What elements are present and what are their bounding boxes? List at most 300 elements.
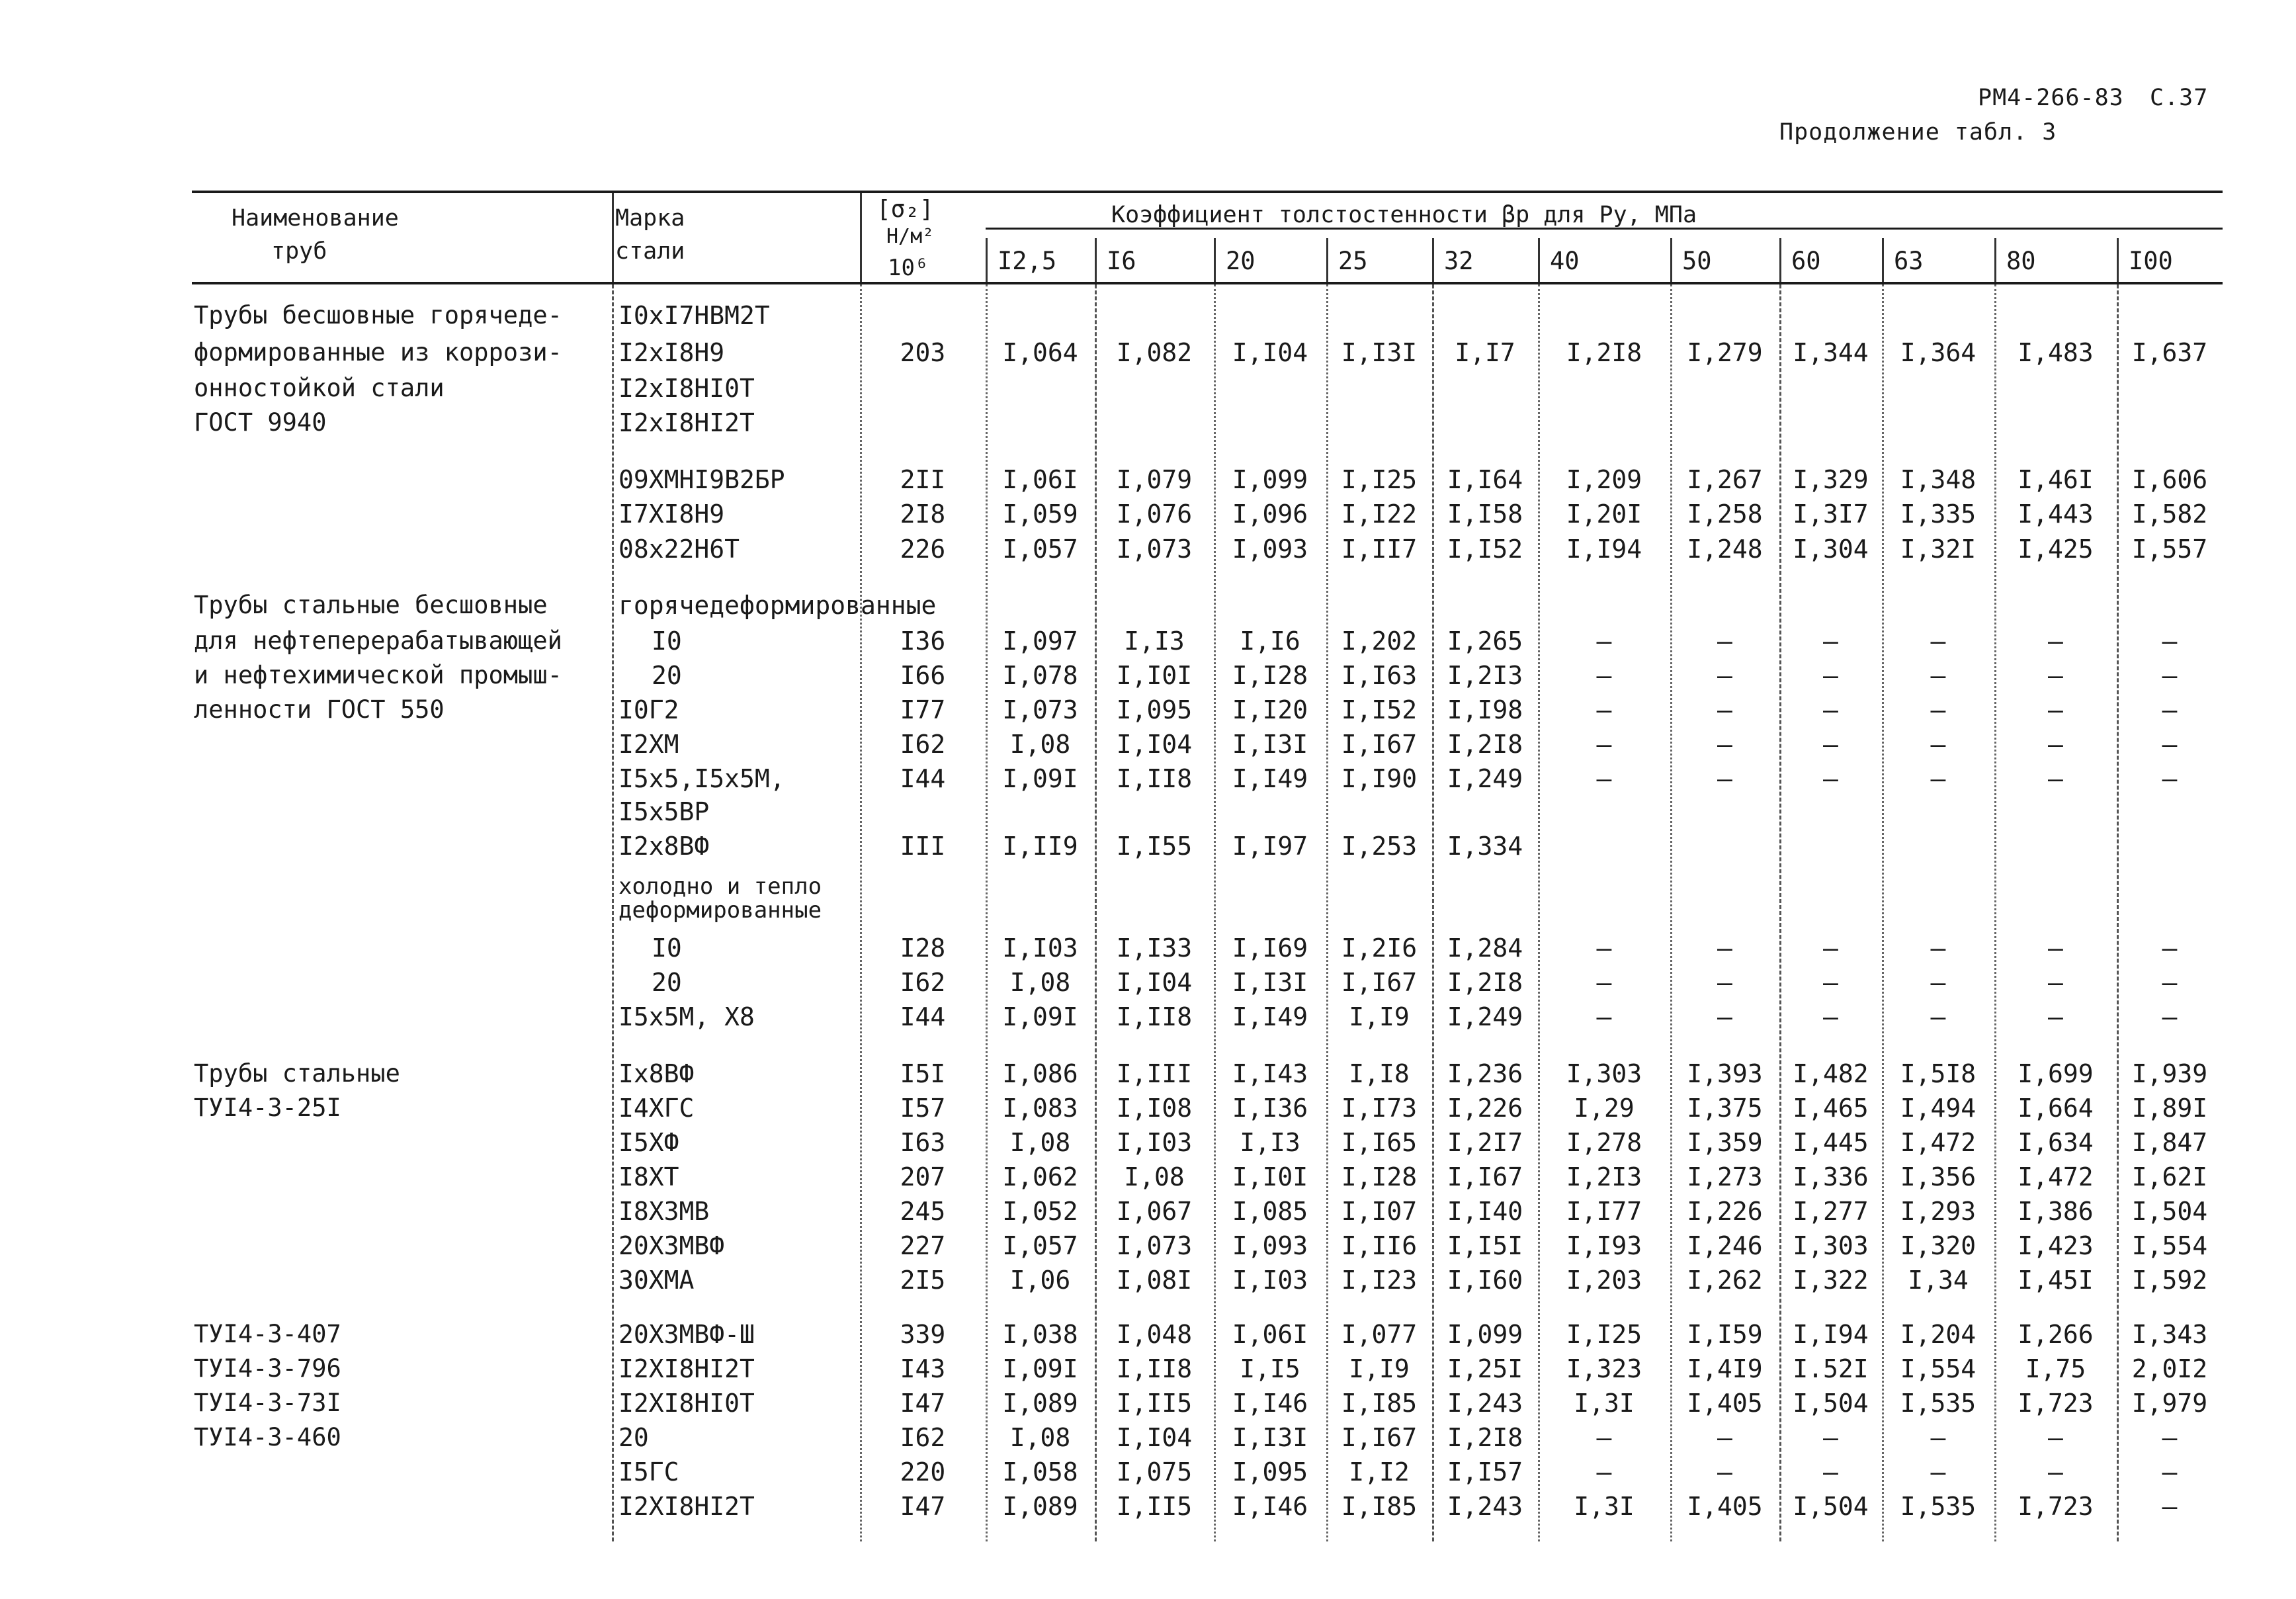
coefficient-cell: I,048 bbox=[1116, 1320, 1193, 1349]
coefficient-cell: – bbox=[2162, 661, 2178, 690]
coefficient-cell: – bbox=[1823, 764, 1838, 793]
coefficient-cell: – bbox=[1717, 968, 1732, 997]
coefficient-cell: I,I67 bbox=[1447, 1162, 1523, 1191]
coefficient-cell: I,I57 bbox=[1447, 1457, 1523, 1487]
coefficient-cell: I,303 bbox=[1566, 1059, 1642, 1088]
coefficient-cell: I,I3I bbox=[1232, 968, 1308, 997]
coefficient-cell: I,I6 bbox=[1240, 627, 1300, 656]
pipe-name-cell: Трубы стальные bbox=[194, 1059, 400, 1088]
coefficient-cell: – bbox=[1823, 1423, 1838, 1452]
coefficient-cell: – bbox=[2048, 661, 2063, 690]
coefficient-cell: – bbox=[2162, 730, 2178, 759]
coefficient-cell: I,472 bbox=[1900, 1128, 1977, 1157]
coefficient-cell: I,085 bbox=[1232, 1197, 1308, 1226]
coefficient-cell: I,08 bbox=[1009, 1423, 1071, 1452]
allowable-stress-cell: I47 bbox=[900, 1389, 946, 1418]
coefficient-cell: I,I43 bbox=[1232, 1059, 1308, 1088]
coefficient-cell: – bbox=[2048, 695, 2063, 724]
allowable-stress-cell: I62 bbox=[900, 968, 946, 997]
coefficient-cell: I,249 bbox=[1447, 1002, 1523, 1031]
coefficient-cell: I,I67 bbox=[1341, 968, 1418, 997]
coefficient-cell: I,073 bbox=[1116, 535, 1193, 564]
coefficient-cell: I,06I bbox=[1232, 1320, 1308, 1349]
coefficient-cell: I,08 bbox=[1009, 1128, 1071, 1157]
column-rule-header bbox=[612, 193, 614, 282]
coefficient-cell: I,I28 bbox=[1341, 1162, 1418, 1191]
coefficient-cell: I,2I8 bbox=[1447, 730, 1523, 759]
coefficient-cell: I,304 bbox=[1793, 535, 1869, 564]
allowable-stress-cell: I77 bbox=[900, 695, 946, 724]
coefficient-cell: I,504 bbox=[1793, 1389, 1869, 1418]
coefficient-cell: I,243 bbox=[1447, 1389, 1523, 1418]
coefficient-cell: I,34 bbox=[1908, 1266, 1969, 1295]
coefficient-cell: I,062 bbox=[1002, 1162, 1078, 1191]
pipe-name-cell: ТУI4-3-460 bbox=[194, 1423, 341, 1451]
coefficient-cell: I,I52 bbox=[1341, 695, 1418, 724]
coefficient-cell: I,08I bbox=[1116, 1266, 1193, 1295]
coefficient-cell: I,I67 bbox=[1341, 1423, 1418, 1452]
coefficient-cell: I,46I bbox=[2018, 465, 2094, 494]
coefficient-cell: – bbox=[2048, 1002, 2063, 1031]
header-name-line1: Наименование bbox=[232, 205, 399, 232]
steel-grade-cell: горячедеформированные bbox=[618, 591, 937, 620]
coefficient-cell: – bbox=[1596, 627, 1612, 656]
pipe-name-cell: формированные из коррози- bbox=[194, 338, 562, 367]
coefficient-cell: I,064 bbox=[1002, 338, 1078, 367]
steel-grade-cell: деформированные bbox=[618, 897, 822, 924]
pipe-name-cell: Трубы бесшовные горячеде- bbox=[194, 301, 562, 329]
coefficient-cell: I,I63 bbox=[1341, 661, 1418, 690]
steel-grade-cell: 20X3MBФ-Ш bbox=[618, 1320, 755, 1349]
coefficient-cell: – bbox=[1930, 695, 1946, 724]
coefficient-cell: I,I52 bbox=[1447, 535, 1523, 564]
coefficient-cell: – bbox=[2162, 933, 2178, 963]
coefficient-cell: 2,0I2 bbox=[2131, 1354, 2208, 1383]
steel-grade-cell: I5x5M, X8 bbox=[618, 1002, 755, 1031]
coefficient-cell: I,I90 bbox=[1341, 764, 1418, 793]
coefficient-cell: I,258 bbox=[1687, 499, 1763, 529]
coefficient-cell: I,099 bbox=[1447, 1320, 1523, 1349]
pipe-name-cell: ТУI4-3-73I bbox=[194, 1389, 341, 1417]
allowable-stress-cell: 220 bbox=[900, 1457, 946, 1487]
coefficient-cell: I,25I bbox=[1447, 1354, 1523, 1383]
coefficient-cell: I,425 bbox=[2018, 535, 2094, 564]
coefficient-cell: I,2I8 bbox=[1566, 338, 1642, 367]
coefficient-cell: – bbox=[1930, 1457, 1946, 1487]
coefficient-cell: – bbox=[1717, 1423, 1732, 1452]
coefficient-cell: I,I3 bbox=[1240, 1128, 1300, 1157]
coefficient-cell: I,095 bbox=[1116, 695, 1193, 724]
coefficient-cell: – bbox=[1596, 661, 1612, 690]
coefficient-cell: I,75 bbox=[2025, 1354, 2086, 1383]
header-pressure: 80 bbox=[2006, 247, 2036, 275]
coefficient-cell: I,723 bbox=[2018, 1389, 2094, 1418]
coefficient-cell: I,204 bbox=[1900, 1320, 1977, 1349]
coefficient-cell: I,I22 bbox=[1341, 499, 1418, 529]
coefficient-cell: I,979 bbox=[2131, 1389, 2208, 1418]
coefficient-cell: – bbox=[1930, 1002, 1946, 1031]
coefficient-cell: I,I2 bbox=[1349, 1457, 1410, 1487]
column-rule-body bbox=[612, 284, 614, 1541]
coefficient-cell: I,4I9 bbox=[1687, 1354, 1763, 1383]
coefficient-cell: I,343 bbox=[2131, 1320, 2208, 1349]
coefficient-cell: I,I25 bbox=[1566, 1320, 1642, 1349]
table-header-bottom-rule bbox=[192, 282, 2223, 284]
coefficient-cell: I,067 bbox=[1116, 1197, 1193, 1226]
coefficient-cell: I,I77 bbox=[1566, 1197, 1642, 1226]
coefficient-cell: I,423 bbox=[2018, 1231, 2094, 1260]
coefficient-cell: I,I98 bbox=[1447, 695, 1523, 724]
coefficient-cell: I,073 bbox=[1002, 695, 1078, 724]
coefficient-cell: I,723 bbox=[2018, 1492, 2094, 1521]
column-rule-header bbox=[1882, 238, 1884, 282]
coefficient-cell: I,443 bbox=[2018, 499, 2094, 529]
coefficient-cell: I,079 bbox=[1116, 465, 1193, 494]
coefficient-cell: I,I94 bbox=[1566, 535, 1642, 564]
coefficient-cell: I,356 bbox=[1900, 1162, 1977, 1191]
coefficient-cell: – bbox=[1717, 661, 1732, 690]
coefficient-cell: I,I04 bbox=[1116, 968, 1193, 997]
pipe-name-cell: Трубы стальные бесшовные bbox=[194, 591, 548, 619]
header-pressure: 63 bbox=[1894, 247, 1924, 275]
coefficient-cell: – bbox=[1930, 1423, 1946, 1452]
pipe-name-cell: ТУI4-3-25I bbox=[194, 1094, 341, 1122]
pipe-name-cell: онностойкой стали bbox=[194, 374, 445, 402]
coefficient-cell: I,386 bbox=[2018, 1197, 2094, 1226]
coefficient-cell: – bbox=[1717, 627, 1732, 656]
coefficient-cell: – bbox=[1930, 968, 1946, 997]
coefficient-cell: – bbox=[1717, 1002, 1732, 1031]
coefficient-cell: I,093 bbox=[1232, 1231, 1308, 1260]
coefficient-cell: I,II8 bbox=[1116, 1354, 1193, 1383]
column-rule-header bbox=[986, 238, 988, 282]
coefficient-cell: I,I69 bbox=[1232, 933, 1308, 963]
coefficient-cell: I,236 bbox=[1447, 1059, 1523, 1088]
coefficient-cell: – bbox=[2162, 1457, 2178, 1487]
pipe-name-cell: ленности ГОСТ 550 bbox=[194, 695, 445, 724]
coefficient-cell: I,405 bbox=[1687, 1492, 1763, 1521]
coefficient-cell: I,09I bbox=[1002, 1354, 1078, 1383]
coefficient-cell: I,554 bbox=[1900, 1354, 1977, 1383]
coefficient-cell: I,359 bbox=[1687, 1128, 1763, 1157]
coefficient-cell: I,I46 bbox=[1232, 1389, 1308, 1418]
coefficient-cell: I,099 bbox=[1232, 465, 1308, 494]
allowable-stress-cell: 2I8 bbox=[900, 499, 946, 529]
header-pressure: I00 bbox=[2129, 247, 2173, 275]
coefficient-cell: I,II9 bbox=[1002, 832, 1078, 861]
coefficient-cell: I,I33 bbox=[1116, 933, 1193, 963]
coefficient-cell: I,I25 bbox=[1341, 465, 1418, 494]
coefficient-cell: I,II7 bbox=[1341, 535, 1418, 564]
page-number: С.37 bbox=[2150, 85, 2209, 111]
coefficient-cell: I,06 bbox=[1009, 1266, 1071, 1295]
coefficient-cell: I,I49 bbox=[1232, 1002, 1308, 1031]
coefficient-cell: – bbox=[2162, 1002, 2178, 1031]
allowable-stress-cell: 2I5 bbox=[900, 1266, 946, 1295]
coefficient-cell: I,32I bbox=[1900, 535, 1977, 564]
coefficient-cell: I,364 bbox=[1900, 338, 1977, 367]
coefficient-cell: – bbox=[1717, 1457, 1732, 1487]
steel-grade-cell: I2xI8HI2T bbox=[618, 408, 755, 437]
steel-grade-cell: I2x8BФ bbox=[618, 832, 710, 861]
coefficient-cell: I,038 bbox=[1002, 1320, 1078, 1349]
coefficient-cell: I,226 bbox=[1447, 1094, 1523, 1123]
coefficient-cell: I,076 bbox=[1116, 499, 1193, 529]
coefficient-cell: I,I73 bbox=[1341, 1094, 1418, 1123]
coefficient-cell: – bbox=[2048, 933, 2063, 963]
coefficient-cell: I,243 bbox=[1447, 1492, 1523, 1521]
allowable-stress-cell: I57 bbox=[900, 1094, 946, 1123]
steel-grade-cell: 30XMA bbox=[618, 1266, 695, 1295]
coefficient-cell: I,I97 bbox=[1232, 832, 1308, 861]
coefficient-cell: I,I5I bbox=[1447, 1231, 1523, 1260]
coefficient-cell: I,I04 bbox=[1232, 338, 1308, 367]
coefficient-cell: – bbox=[2162, 627, 2178, 656]
coefficient-cell: I,I9 bbox=[1349, 1002, 1410, 1031]
coefficient-cell: – bbox=[1596, 1002, 1612, 1031]
header-pressure: 60 bbox=[1791, 247, 1821, 275]
header-name-line2: труб bbox=[271, 238, 327, 265]
coefficient-cell: – bbox=[2162, 764, 2178, 793]
coefficient-cell: – bbox=[1930, 661, 1946, 690]
header-pressure: I2,5 bbox=[998, 247, 1057, 275]
coefficient-cell: – bbox=[1823, 968, 1838, 997]
coefficient-cell: I,057 bbox=[1002, 535, 1078, 564]
coefficient-cell: I,62I bbox=[2131, 1162, 2208, 1191]
allowable-stress-cell: I36 bbox=[900, 627, 946, 656]
coefficient-cell: I,I03 bbox=[1116, 1128, 1193, 1157]
coefficient-cell: I,323 bbox=[1566, 1354, 1642, 1383]
allowable-stress-cell: 226 bbox=[900, 535, 946, 564]
steel-grade-cell: I0 bbox=[652, 933, 682, 963]
coefficient-cell: I,939 bbox=[2131, 1059, 2208, 1088]
header-pressure: 32 bbox=[1444, 247, 1474, 275]
coefficient-cell: I,09I bbox=[1002, 764, 1078, 793]
allowable-stress-cell: 339 bbox=[900, 1320, 946, 1349]
coefficient-cell: I,095 bbox=[1232, 1457, 1308, 1487]
coefficient-cell: – bbox=[1717, 933, 1732, 963]
coefficient-cell: – bbox=[1823, 933, 1838, 963]
coefficient-cell: I,I93 bbox=[1566, 1231, 1642, 1260]
table-continuation-label: Продолжение табл. 3 bbox=[1779, 119, 2057, 146]
coefficient-cell: – bbox=[2048, 764, 2063, 793]
steel-grade-cell: I2xI8H9 bbox=[618, 338, 725, 367]
steel-grade-cell: 20 bbox=[618, 1423, 649, 1452]
coefficient-cell: I,322 bbox=[1793, 1266, 1869, 1295]
coefficient-cell: I,664 bbox=[2018, 1094, 2094, 1123]
coefficient-cell: I,I55 bbox=[1116, 832, 1193, 861]
coefficient-cell: I,I85 bbox=[1341, 1492, 1418, 1521]
steel-grade-cell: I2xI8HI0T bbox=[618, 374, 755, 403]
allowable-stress-cell: I47 bbox=[900, 1492, 946, 1521]
coefficient-cell: I,20I bbox=[1566, 499, 1642, 529]
column-rule-header bbox=[860, 193, 862, 282]
coefficient-cell: I,I46 bbox=[1232, 1492, 1308, 1521]
steel-grade-cell: 20 bbox=[652, 968, 682, 997]
coefficient-cell: I,279 bbox=[1687, 338, 1763, 367]
allowable-stress-cell: I44 bbox=[900, 1002, 946, 1031]
coefficient-cell: I,I9 bbox=[1349, 1354, 1410, 1383]
coefficient-cell: – bbox=[2162, 695, 2178, 724]
coefficient-cell: I,465 bbox=[1793, 1094, 1869, 1123]
coefficient-cell: I,083 bbox=[1002, 1094, 1078, 1123]
coefficient-cell: I,634 bbox=[2018, 1128, 2094, 1157]
coefficient-cell: I,I3I bbox=[1232, 730, 1308, 759]
coefficient-cell: – bbox=[1717, 730, 1732, 759]
steel-grade-cell: 20 bbox=[652, 661, 682, 690]
coefficient-cell: I,II6 bbox=[1341, 1231, 1418, 1260]
allowable-stress-cell: I28 bbox=[900, 933, 946, 963]
coefficient-cell: I,303 bbox=[1793, 1231, 1869, 1260]
coefficient-cell: I,202 bbox=[1341, 627, 1418, 656]
column-rule-header bbox=[1326, 238, 1328, 282]
coefficient-cell: I,472 bbox=[2018, 1162, 2094, 1191]
coefficient-cell: I,059 bbox=[1002, 499, 1078, 529]
coefficient-cell: I,2I3 bbox=[1566, 1162, 1642, 1191]
allowable-stress-cell: I62 bbox=[900, 730, 946, 759]
coefficient-cell: I,08 bbox=[1009, 968, 1071, 997]
coefficient-cell: I,348 bbox=[1900, 465, 1977, 494]
pipe-name-cell: ТУI4-3-407 bbox=[194, 1320, 341, 1348]
coefficient-cell: I,057 bbox=[1002, 1231, 1078, 1260]
coefficient-cell: – bbox=[1823, 627, 1838, 656]
coefficient-cell: I,592 bbox=[2131, 1266, 2208, 1295]
coefficient-cell: I,I20 bbox=[1232, 695, 1308, 724]
coefficient-cell: I,277 bbox=[1793, 1197, 1869, 1226]
coefficient-cell: I,058 bbox=[1002, 1457, 1078, 1487]
allowable-stress-cell: 2II bbox=[900, 465, 946, 494]
steel-grade-cell: I8XT bbox=[618, 1162, 679, 1191]
table-top-rule bbox=[192, 191, 2223, 193]
column-rule-header bbox=[1670, 238, 1672, 282]
allowable-stress-cell: I5I bbox=[900, 1059, 946, 1088]
coefficient-cell: I,I64 bbox=[1447, 465, 1523, 494]
allowable-stress-cell: III bbox=[900, 832, 946, 861]
column-rule-header bbox=[1994, 238, 1996, 282]
coefficient-cell: I,075 bbox=[1116, 1457, 1193, 1487]
coefficient-cell: I,89I bbox=[2131, 1094, 2208, 1123]
steel-grade-cell: I8X3MB bbox=[618, 1197, 710, 1226]
coefficient-cell: – bbox=[2048, 968, 2063, 997]
steel-grade-cell: I0xI7HBM2T bbox=[618, 301, 770, 330]
coefficient-cell: I,226 bbox=[1687, 1197, 1763, 1226]
coefficient-cell: I,249 bbox=[1447, 764, 1523, 793]
coefficient-cell: I,I0I bbox=[1116, 661, 1193, 690]
pipe-name-cell: и нефтехимической промыш- bbox=[194, 661, 562, 689]
steel-grade-cell: I0Г2 bbox=[618, 695, 679, 724]
allowable-stress-cell: I62 bbox=[900, 1423, 946, 1452]
coefficient-cell: – bbox=[1596, 730, 1612, 759]
header-sigma-line1: [σ₂] bbox=[876, 196, 934, 223]
coefficient-cell: – bbox=[2048, 627, 2063, 656]
coefficient-cell: – bbox=[1823, 1002, 1838, 1031]
allowable-stress-cell: I63 bbox=[900, 1128, 946, 1157]
coefficient-cell: I,262 bbox=[1687, 1266, 1763, 1295]
coefficient-cell: I,I3 bbox=[1124, 627, 1185, 656]
coefficient-cell: I,I36 bbox=[1232, 1094, 1308, 1123]
steel-grade-cell: I5x5,I5x5M, bbox=[618, 764, 785, 793]
steel-grade-cell: I5ГС bbox=[618, 1457, 679, 1487]
header-grade-line1: Марка bbox=[615, 205, 685, 232]
header-pressure: I6 bbox=[1107, 247, 1136, 275]
steel-grade-cell: 08x22H6T bbox=[618, 535, 740, 564]
coefficient-cell: I,2I6 bbox=[1341, 933, 1418, 963]
coefficient-cell: I,606 bbox=[2131, 465, 2208, 494]
coefficient-cell: I,494 bbox=[1900, 1094, 1977, 1123]
coefficient-cell: – bbox=[1930, 730, 1946, 759]
coefficient-cell: I,3I bbox=[1574, 1492, 1635, 1521]
allowable-stress-cell: 245 bbox=[900, 1197, 946, 1226]
coefficient-cell: I,08 bbox=[1009, 730, 1071, 759]
coefficient-cell: I,I49 bbox=[1232, 764, 1308, 793]
coefficient-cell: I,I59 bbox=[1687, 1320, 1763, 1349]
document-code: РМ4-266-83 bbox=[1978, 85, 2124, 111]
coefficient-cell: I,I67 bbox=[1341, 730, 1418, 759]
coefficient-cell: I,320 bbox=[1900, 1231, 1977, 1260]
coefficient-cell: I,089 bbox=[1002, 1389, 1078, 1418]
steel-grade-cell: I2XM bbox=[618, 730, 679, 759]
coefficient-cell: I,09I bbox=[1002, 1002, 1078, 1031]
coefficient-cell: I,375 bbox=[1687, 1094, 1763, 1123]
allowable-stress-cell: I43 bbox=[900, 1354, 946, 1383]
coefficient-cell: I,2I8 bbox=[1447, 1423, 1523, 1452]
coefficient-cell: – bbox=[1717, 695, 1732, 724]
coefficient-cell: I,2I3 bbox=[1447, 661, 1523, 690]
coefficient-cell: – bbox=[1596, 764, 1612, 793]
coefficient-cell: I,052 bbox=[1002, 1197, 1078, 1226]
coefficient-cell: I,II8 bbox=[1116, 1002, 1193, 1031]
allowable-stress-cell: 203 bbox=[900, 338, 946, 367]
coefficient-cell: – bbox=[1596, 968, 1612, 997]
steel-grade-cell: Ix8BФ bbox=[618, 1059, 695, 1088]
coefficient-cell: – bbox=[2048, 1457, 2063, 1487]
steel-grade-cell: I0 bbox=[652, 627, 682, 656]
coefficient-cell: I,5I8 bbox=[1900, 1059, 1977, 1088]
allowable-stress-cell: 207 bbox=[900, 1162, 946, 1191]
coefficient-cell: I,847 bbox=[2131, 1128, 2208, 1157]
steel-grade-cell: 20X3MBФ bbox=[618, 1231, 725, 1260]
steel-grade-cell: 09XMHI9B2БР bbox=[618, 465, 785, 494]
coefficient-cell: I,I60 bbox=[1447, 1266, 1523, 1295]
steel-grade-cell: I4XГС bbox=[618, 1094, 695, 1123]
coefficient-cell: I,086 bbox=[1002, 1059, 1078, 1088]
coefficient-cell: I,209 bbox=[1566, 465, 1642, 494]
coefficient-cell: I,I58 bbox=[1447, 499, 1523, 529]
coefficient-cell: I,I23 bbox=[1341, 1266, 1418, 1295]
coefficient-cell: I,329 bbox=[1793, 465, 1869, 494]
coefficient-cell: I,278 bbox=[1566, 1128, 1642, 1157]
coefficient-cell: I,I03 bbox=[1232, 1266, 1308, 1295]
coefficient-cell: I,3I7 bbox=[1793, 499, 1869, 529]
coefficient-cell: – bbox=[1823, 661, 1838, 690]
coefficient-cell: I,393 bbox=[1687, 1059, 1763, 1088]
coefficient-cell: I,554 bbox=[2131, 1231, 2208, 1260]
coefficient-cell: I,2I7 bbox=[1447, 1128, 1523, 1157]
column-rule-header bbox=[1095, 238, 1097, 282]
coefficient-cell: I,I07 bbox=[1341, 1197, 1418, 1226]
coefficient-cell: – bbox=[2162, 968, 2178, 997]
pipe-name-cell: ТУI4-3-796 bbox=[194, 1354, 341, 1383]
coefficient-cell: I,096 bbox=[1232, 499, 1308, 529]
header-pressure: 50 bbox=[1682, 247, 1712, 275]
column-rule-header bbox=[2117, 238, 2119, 282]
column-rule-header bbox=[1538, 238, 1540, 282]
coefficient-cell: I,445 bbox=[1793, 1128, 1869, 1157]
coefficient-cell: – bbox=[2162, 1492, 2178, 1521]
coefficient-cell: – bbox=[2162, 1423, 2178, 1452]
coefficient-cell: I,582 bbox=[2131, 499, 2208, 529]
coefficient-cell: – bbox=[1930, 933, 1946, 963]
